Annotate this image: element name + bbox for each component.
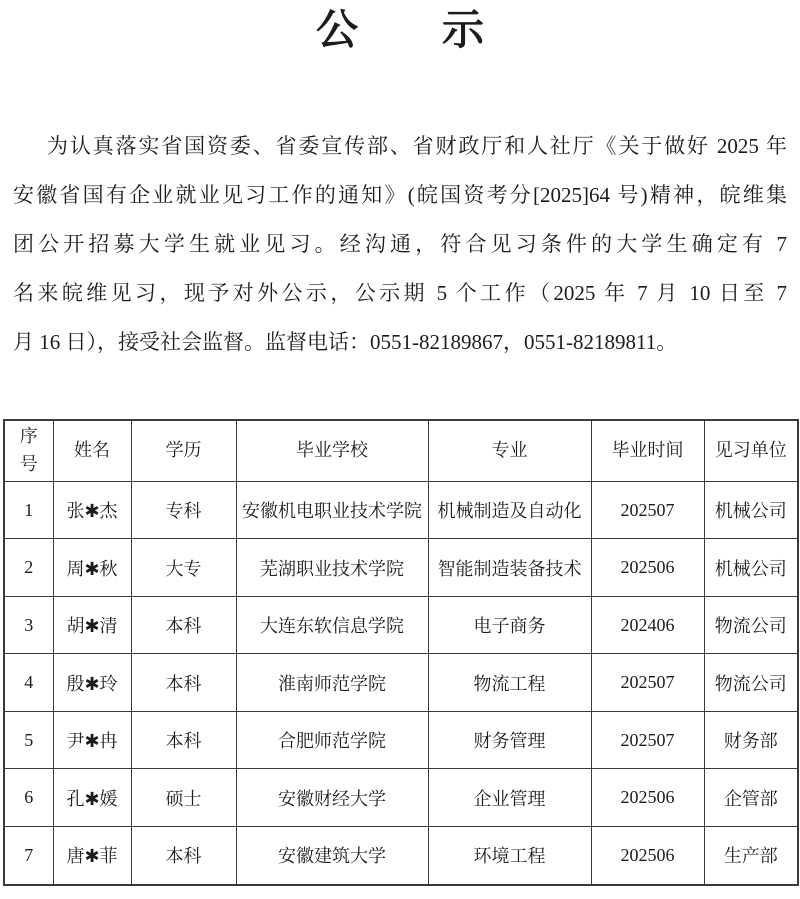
table-header-cell: 见习单位 — [704, 420, 798, 481]
table-row — [4, 826, 798, 885]
paragraph-line: 月 16 日），接受社会监督。监督电话：0551-82189867，0551-82189811。 — [13, 330, 678, 354]
table-row — [4, 481, 798, 539]
paragraph-line: 名来皖维见习，现予对外公示，公示期 5 个工作（2025 年 7 月 10 日至 7 — [13, 281, 787, 305]
table-cell: 安徽财经大学 — [236, 769, 428, 827]
table-cell: 本科 — [131, 826, 236, 885]
table-header-cell: 毕业学校 — [236, 420, 428, 481]
table-cell: 本科 — [131, 654, 236, 712]
table-cell: 202506 — [591, 769, 704, 827]
table-cell: 环境工程 — [428, 826, 591, 885]
table-cell: 7 — [4, 826, 53, 885]
table-cell: 6 — [4, 769, 53, 827]
table-cell: 202507 — [591, 481, 704, 539]
table-cell: 合肥师范学院 — [236, 711, 428, 769]
table-cell: 硕士 — [131, 769, 236, 827]
table-row — [4, 596, 798, 654]
table-cell: 202506 — [591, 826, 704, 885]
paragraph-line: 为认真落实省国资委、省委宣传部、省财政厅和人社厅《关于做好 2025 年 — [47, 134, 787, 158]
table-header-row — [4, 420, 798, 481]
table-cell: 智能制造装备技术 — [428, 539, 591, 597]
table-cell: 本科 — [131, 596, 236, 654]
table-cell: 周✱秋 — [53, 539, 131, 597]
table-cell: 202507 — [591, 711, 704, 769]
table-header-cell: 姓名 — [53, 420, 131, 481]
table-cell: 安徽建筑大学 — [236, 826, 428, 885]
table-cell: 2 — [4, 539, 53, 597]
table-cell: 物流公司 — [704, 596, 798, 654]
table-cell: 202507 — [591, 654, 704, 712]
table-row — [4, 769, 798, 827]
table-cell: 胡✱清 — [53, 596, 131, 654]
paragraph-line: 安徽省国有企业就业见习工作的通知》(皖国资考分[2025]64 号)精神，皖维集 — [13, 183, 787, 207]
table-cell: 生产部 — [704, 826, 798, 885]
recruits-table — [3, 419, 799, 886]
table-row — [4, 539, 798, 597]
table-body — [4, 481, 798, 885]
table-cell: 企业管理 — [428, 769, 591, 827]
table-cell: 3 — [4, 596, 53, 654]
table-cell: 1 — [4, 481, 53, 539]
table-cell: 财务管理 — [428, 711, 591, 769]
table-cell: 孔✱媛 — [53, 769, 131, 827]
table-cell: 淮南师范学院 — [236, 654, 428, 712]
table-cell: 5 — [4, 711, 53, 769]
table-cell: 专科 — [131, 481, 236, 539]
table-row — [4, 711, 798, 769]
table-row — [4, 654, 798, 712]
table-cell: 大连东软信息学院 — [236, 596, 428, 654]
table-cell: 物流工程 — [428, 654, 591, 712]
table-cell: 本科 — [131, 711, 236, 769]
table-cell: 202406 — [591, 596, 704, 654]
table-header-cell: 学历 — [131, 420, 236, 481]
table-cell: 芜湖职业技术学院 — [236, 539, 428, 597]
table-header-cell: 专业 — [428, 420, 591, 481]
table-cell: 张✱杰 — [53, 481, 131, 539]
table-cell: 机械公司 — [704, 481, 798, 539]
notice-paragraph — [13, 122, 787, 367]
table-cell: 财务部 — [704, 711, 798, 769]
table-cell: 4 — [4, 654, 53, 712]
page-title: 公 示 — [315, 8, 484, 54]
table-cell: 尹✱冉 — [53, 711, 131, 769]
table-header-cell: 序号 — [4, 420, 53, 481]
table-cell: 安徽机电职业技术学院 — [236, 481, 428, 539]
table-cell: 机械制造及自动化 — [428, 481, 591, 539]
table-header-cell: 毕业时间 — [591, 420, 704, 481]
table-cell: 大专 — [131, 539, 236, 597]
recruits-table-wrap — [3, 419, 797, 886]
table-cell: 电子商务 — [428, 596, 591, 654]
table-cell: 企管部 — [704, 769, 798, 827]
paragraph-line: 团公开招募大学生就业见习。经沟通，符合见习条件的大学生确定有 7 — [13, 232, 787, 256]
table-cell: 殷✱玲 — [53, 654, 131, 712]
table-cell: 机械公司 — [704, 539, 798, 597]
table-cell: 物流公司 — [704, 654, 798, 712]
table-cell: 唐✱菲 — [53, 826, 131, 885]
table-cell: 202506 — [591, 539, 704, 597]
